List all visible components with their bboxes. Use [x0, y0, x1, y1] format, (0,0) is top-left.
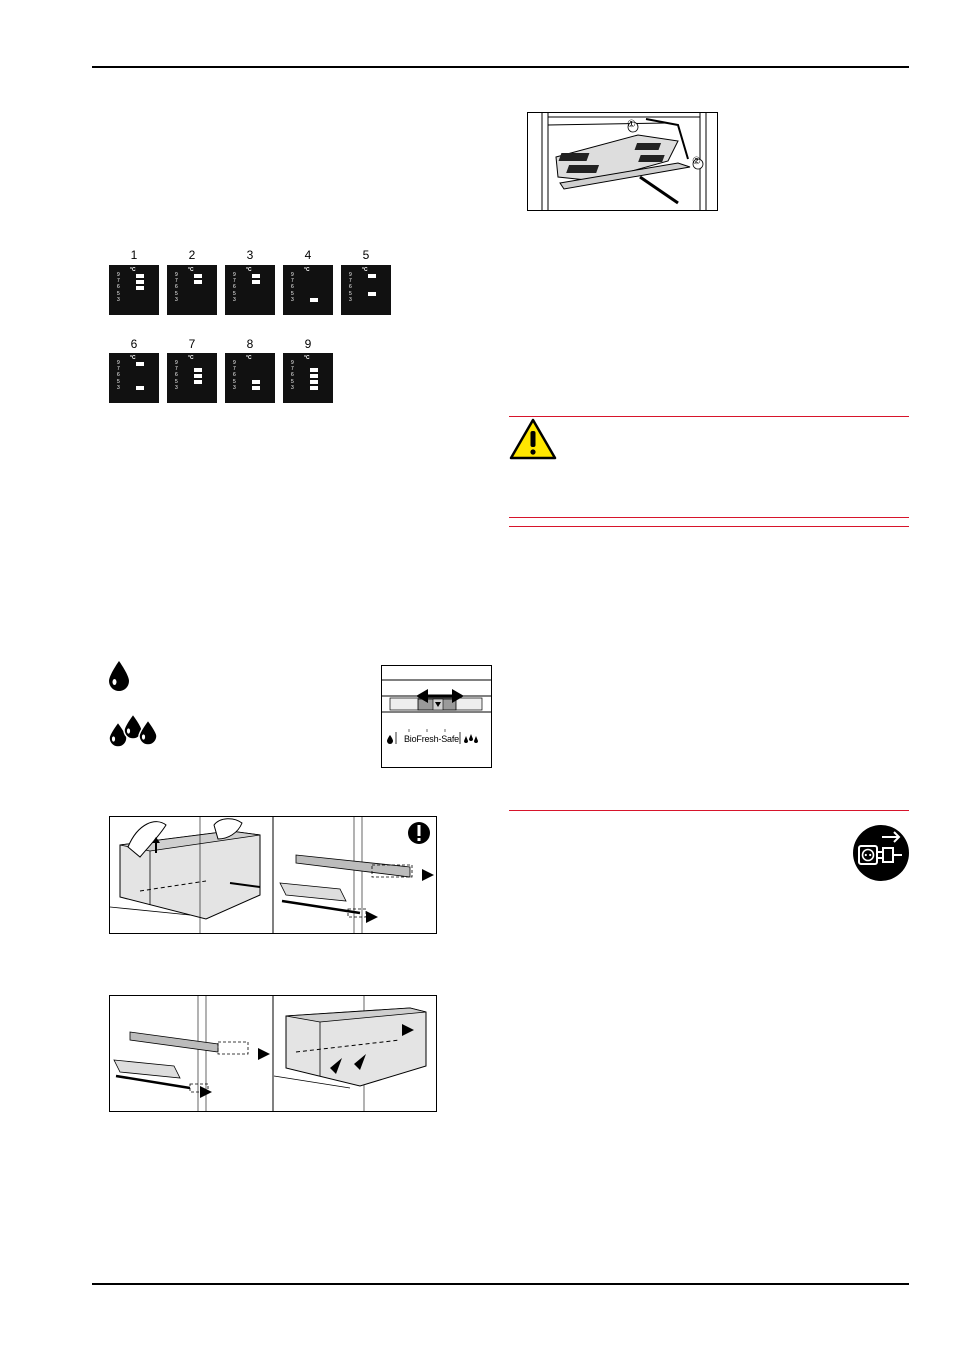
scale-value: 6 — [349, 284, 352, 291]
scale-value: 9 — [233, 360, 236, 366]
scale-value: 3 — [117, 296, 120, 303]
lit-segment — [194, 280, 202, 284]
scale-value: 7 — [117, 366, 120, 373]
lit-segment — [194, 274, 202, 278]
scale-value: 5 — [117, 378, 120, 385]
scale-value: 7 — [233, 366, 236, 373]
scale-value: 7 — [233, 278, 236, 285]
lit-segment — [136, 386, 144, 390]
scale-value: 3 — [175, 384, 178, 391]
lit-segment — [310, 368, 318, 372]
single-drop-icon — [108, 660, 130, 692]
scale-value: 9 — [291, 360, 294, 366]
lit-segment — [310, 386, 318, 390]
lit-segment — [136, 274, 144, 278]
scale-value: 9 — [349, 272, 352, 278]
setting-panel-9 — [283, 353, 333, 403]
temperature-scale — [291, 272, 294, 303]
scale-value: 9 — [117, 272, 120, 278]
scale-value: 7 — [175, 366, 178, 373]
scale-value: 5 — [233, 378, 236, 385]
lit-segment — [136, 362, 144, 366]
callout-two: ② — [692, 156, 701, 167]
scale-value: 6 — [175, 372, 178, 379]
scale-value: 7 — [349, 278, 352, 285]
scale-value: 7 — [175, 278, 178, 285]
shelf-removal-figure — [527, 112, 718, 211]
setting-panel-6 — [109, 353, 159, 403]
humidity-slider-figure — [381, 665, 492, 768]
degree-unit: °C — [130, 355, 136, 361]
lit-segment — [252, 274, 260, 278]
scale-value: 9 — [117, 360, 120, 366]
setting-panel-8 — [225, 353, 275, 403]
degree-unit: °C — [246, 267, 252, 273]
scale-value: 9 — [291, 272, 294, 278]
temperature-scale — [291, 360, 294, 391]
lit-segment — [368, 292, 376, 296]
setting-label-3: 3 — [246, 248, 254, 262]
scale-value: 5 — [175, 290, 178, 297]
scale-value: 7 — [291, 278, 294, 285]
temperature-scale — [175, 360, 178, 391]
warning-bottom-rule-2 — [509, 526, 909, 527]
scale-value: 9 — [175, 360, 178, 366]
drawer-removal-illustration — [110, 817, 436, 933]
scale-value: 3 — [233, 384, 236, 391]
temperature-setting-panels — [0, 0, 954, 420]
setting-label-8: 8 — [246, 337, 254, 351]
scale-value: 6 — [291, 284, 294, 291]
setting-panel-7 — [167, 353, 217, 403]
degree-unit: °C — [130, 267, 136, 273]
scale-value: 6 — [291, 372, 294, 379]
scale-value: 7 — [117, 278, 120, 285]
degree-unit: °C — [304, 355, 310, 361]
slider-illustration — [382, 666, 491, 767]
scale-value: 3 — [291, 296, 294, 303]
drawer-insertion-figure — [109, 995, 437, 1112]
disconnect-plug-icon — [852, 824, 910, 882]
scale-value: 5 — [291, 378, 294, 385]
setting-label-1: 1 — [130, 248, 138, 262]
setting-panel-1 — [109, 265, 159, 315]
temperature-scale — [175, 272, 178, 303]
shelf-illustration — [528, 113, 717, 210]
lit-segment — [194, 374, 202, 378]
drawer-insertion-illustration — [110, 996, 436, 1111]
lit-segment — [310, 374, 318, 378]
scale-value: 9 — [175, 272, 178, 278]
warning-top-rule — [509, 416, 909, 417]
setting-panel-3 — [225, 265, 275, 315]
setting-panel-4 — [283, 265, 333, 315]
setting-label-2: 2 — [188, 248, 196, 262]
setting-label-7: 7 — [188, 337, 196, 351]
degree-unit: °C — [362, 267, 368, 273]
scale-value: 3 — [291, 384, 294, 391]
scale-value: 5 — [175, 378, 178, 385]
scale-value: 3 — [175, 296, 178, 303]
setting-label-5: 5 — [362, 248, 370, 262]
lit-segment — [136, 286, 144, 290]
scale-value: 3 — [233, 296, 236, 303]
temperature-scale — [233, 272, 236, 303]
temperature-scale — [117, 360, 120, 391]
degree-unit: °C — [188, 267, 194, 273]
lit-segment — [252, 386, 260, 390]
scale-value: 6 — [175, 284, 178, 291]
lit-segment — [310, 298, 318, 302]
scale-value: 5 — [349, 290, 352, 297]
lit-segment — [136, 280, 144, 284]
scale-value: 6 — [233, 372, 236, 379]
setting-label-9: 9 — [304, 337, 312, 351]
lit-segment — [252, 280, 260, 284]
lit-segment — [194, 368, 202, 372]
drawer-removal-figure — [109, 816, 437, 934]
temperature-scale — [349, 272, 352, 303]
setting-panel-2 — [167, 265, 217, 315]
temperature-scale — [117, 272, 120, 303]
scale-value: 5 — [233, 290, 236, 297]
setting-panel-5 — [341, 265, 391, 315]
lit-segment — [310, 380, 318, 384]
warning-bottom-rule — [509, 517, 909, 518]
degree-unit: °C — [246, 355, 252, 361]
scale-value: 3 — [117, 384, 120, 391]
scale-value: 6 — [233, 284, 236, 291]
callout-one: ① — [627, 119, 636, 130]
temperature-scale — [233, 360, 236, 391]
scale-value: 3 — [349, 296, 352, 303]
lit-segment — [252, 380, 260, 384]
scale-value: 7 — [291, 366, 294, 373]
scale-value: 5 — [117, 290, 120, 297]
section-rule — [509, 810, 909, 811]
footer-rule — [92, 1283, 909, 1285]
triple-drop-icon — [108, 712, 158, 747]
lit-segment — [368, 274, 376, 278]
scale-value: 6 — [117, 372, 120, 379]
setting-label-6: 6 — [130, 337, 138, 351]
degree-unit: °C — [188, 355, 194, 361]
degree-unit: °C — [304, 267, 310, 273]
scale-value: 5 — [291, 290, 294, 297]
warning-triangle-icon — [509, 418, 557, 460]
setting-label-4: 4 — [304, 248, 312, 262]
slider-caption: BioFresh-Safe — [404, 734, 459, 744]
scale-value: 9 — [233, 272, 236, 278]
lit-segment — [194, 380, 202, 384]
scale-value: 6 — [117, 284, 120, 291]
